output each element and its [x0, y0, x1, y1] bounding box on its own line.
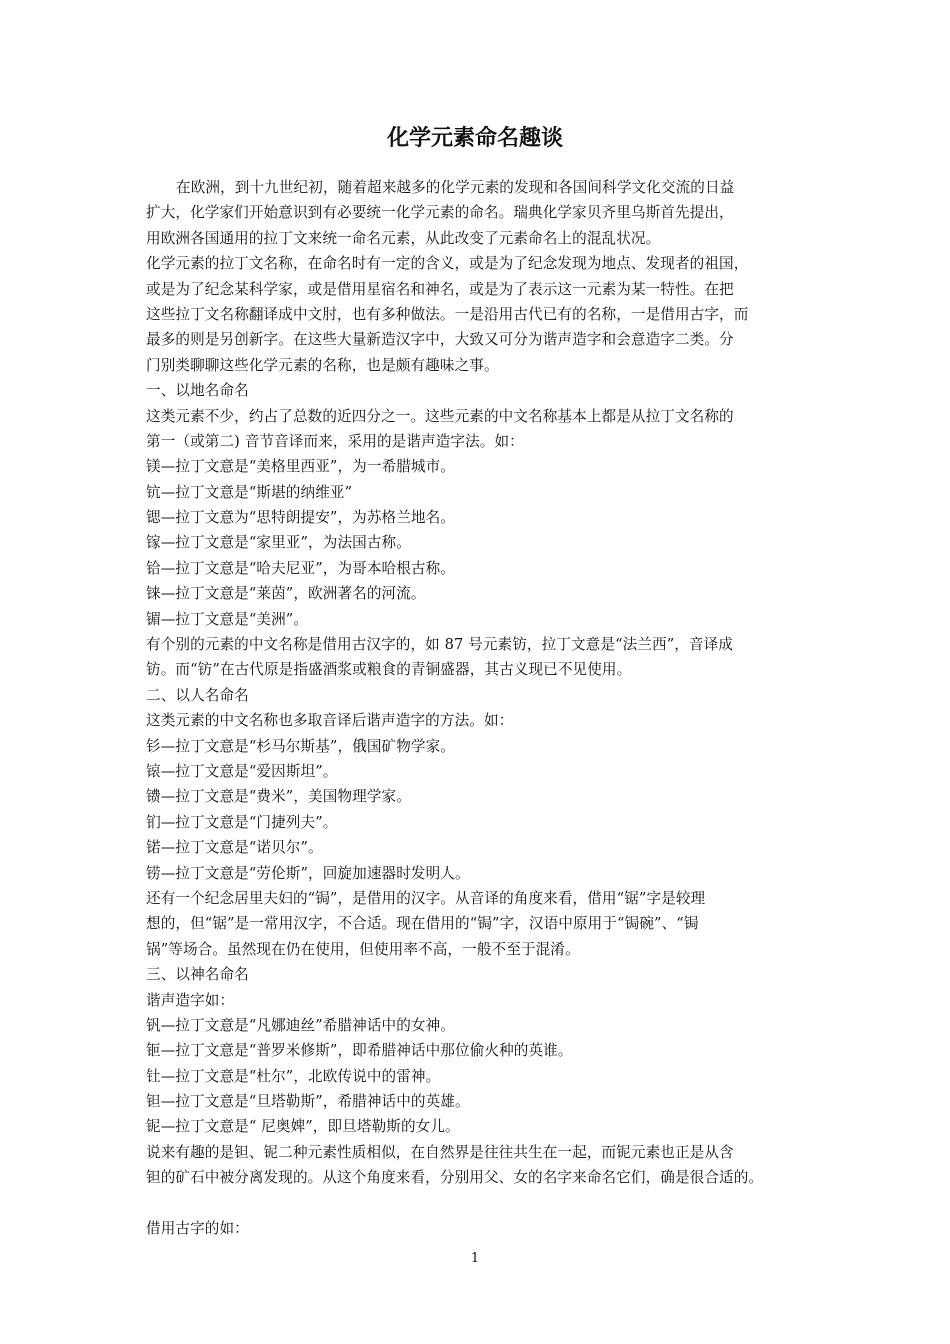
text-line: 还有一个纪念居里夫妇的“锔”，是借用的汉字。从音译的角度来看，借用“锯”字是较理 [146, 889, 706, 907]
text-line: 锿—拉丁文意是“爱因斯坦”。 [146, 762, 338, 780]
blank-line [146, 1191, 818, 1216]
text-line: 镁—拉丁文意是“美格里西亚”，为一希腊城市。 [146, 458, 455, 476]
text-line: 铪—拉丁文意是“哈夫尼亚”，为哥本哈根古称。 [146, 559, 455, 577]
text-line: 锶—拉丁文意为“思特朗提安”，为苏格兰地名。 [146, 509, 455, 527]
text-line: 钔—拉丁文意是“门捷列夫”。 [146, 813, 338, 831]
text-line: 门别类聊聊这些化学元素的名称，也是颇有趣味之事。 [146, 356, 499, 374]
text-line: 钐—拉丁文意是“杉马尔斯基”，俄国矿物学家。 [146, 737, 455, 755]
text-line: 在欧洲，到十九世纪初，随着超来越多的化学元素的发现和各国间科学文化交流的日益 [176, 179, 735, 196]
text-line: 钽—拉丁文意是“旦塔勒斯”，希腊神话中的英雄。 [146, 1093, 470, 1111]
text-line: 这类元素的中文名称也多取音译后谐声造字的方法。如： [146, 712, 514, 730]
text-line: 镄—拉丁文意是“费米”，美国物理学家。 [146, 788, 411, 806]
text-line: 想的，但“锯”是一常用汉字，不合适。现在借用的“锔”字，汉语中原用于“锔碗”、“锔 [146, 915, 699, 933]
text-line: 铼—拉丁文意是“莱茵”，欧洲著名的河流。 [146, 585, 426, 603]
text-line: 这类元素不少，约占了总数的近四分之一。这些元素的中文名称基本上都是从拉丁文名称的 [146, 407, 734, 425]
text-line: 钷—拉丁文意是“普罗米修斯”，即希腊神话中那位偷火种的英谁。 [146, 1042, 573, 1060]
text-line: 铌—拉丁文意是“ 尼奥婢”，即旦塔勒斯的女儿。 [146, 1118, 460, 1136]
text-line: 镓—拉丁文意是“家里亚”，为法国古称。 [146, 534, 411, 552]
text-line: 扩大，化学家们开始意识到有必要统一化学元素的命名。瑞典化学家贝齐里乌斯首先提出， [146, 204, 734, 222]
document-body [146, 175, 818, 1241]
text-line: 钒—拉丁文意是“凡娜迪丝”希腊神话中的女神。 [146, 1016, 455, 1034]
text-line: 钍—拉丁文意是“杜尔”，北欧传说中的雷神。 [146, 1067, 441, 1085]
text-line: 或是为了纪念某科学家，或是借用星宿名和神名，或是为了表示这一元素为某一特性。在把 [146, 280, 734, 298]
text-line: 最多的则是另创新字。在这些大量新造汉字中，大致又可分为谐声造字和会意造字二类。分 [146, 331, 734, 349]
text-line: 这些拉丁文名称翻译成中文肘，也有多种做法。一是沿用古代已有的名称，一是借用古字，而 [146, 305, 749, 323]
text-line: 钫。而“钫”在古代原是指盛酒浆或粮食的青铜盛器，其古义现已不见使用。 [146, 661, 632, 679]
text-line: 锘—拉丁文意是“诺贝尔”。 [146, 839, 323, 857]
text-line: 二、以人名命名 [146, 686, 249, 704]
text-line: 铹—拉丁文意是“劳伦斯”，回旋加速器时发明人。 [146, 864, 470, 882]
text-line: 用欧洲各国通用的拉丁文来统一命名元素，从此改变了元素命名上的混乱状况。 [146, 229, 661, 247]
text-line: 借用古字的如： [146, 1220, 249, 1238]
text-line: 谐声造字如： [146, 991, 235, 1009]
text-line: 钪—拉丁文意是“斯堪的纳维亚” [146, 483, 353, 501]
text-line: 锅”等场合。虽然现在仍在使用，但使用率不高，一般不至于混淆。 [146, 940, 580, 958]
text-line: 钽的矿石中被分离发现的。从这个角度来看，分别用父、女的名字来命名它们，确是很合适的。 [146, 1169, 764, 1187]
text-line: 镅—拉丁文意是“美洲”。 [146, 610, 309, 628]
text-line: 第一（或第二) 音节音译而来，采用的是谐声造字法。如： [146, 432, 524, 450]
text-line: 一、以地名命名 [146, 382, 249, 400]
text-line: 三、以神名命名 [146, 966, 249, 984]
document-title: 化学元素命名趣谈 [386, 126, 563, 151]
text-line: 有个别的元素的中文名称是借用古汉字的，如 87 号元素钫，拉丁文意是“法兰西”，音译成 [146, 636, 734, 654]
page-number: 1 [470, 1251, 480, 1266]
text-line: 化学元素的拉丁文名称，在命名时有一定的含义，或是为了纪念发现为地点、发现者的祖国， [146, 255, 749, 273]
text-line: 说来有趣的是钽、铌二种元素性质相似，在自然界是往往共生在一起，而铌元素也正是从含 [146, 1143, 734, 1161]
